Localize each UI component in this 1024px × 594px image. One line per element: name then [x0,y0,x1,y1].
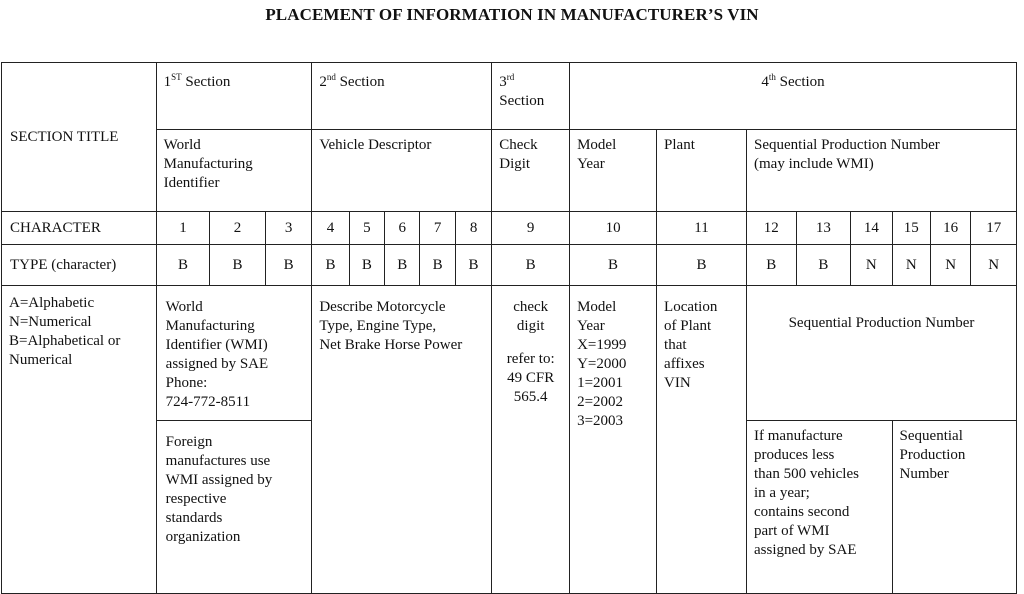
foreign-wmi-line: Foreign [165,434,213,450]
character-cell: 10 [570,212,657,245]
type-cell: B [570,245,657,286]
check-digit-subheader [492,130,570,212]
vd-description-line: Net Brake Horse Power [319,337,463,353]
section-2-header [312,63,492,130]
legend-line: N=Numerical [9,314,92,330]
type-cell: B [420,245,455,286]
vd-description-line: Describe Motorcycle [319,299,446,315]
character-cell: 11 [657,212,747,245]
small-manufacturer-line: than 500 vehicles [754,466,859,482]
foreign-wmi-line: manufactures use [165,453,271,469]
small-manufacturer-line: part of WMI [754,523,830,539]
wmi-description-line: Phone: [165,375,208,391]
wmi-description-line: Identifier (WMI) [165,337,268,353]
check-digit-description [492,286,570,594]
section-2-suffix: nd [326,72,336,82]
type-cell: B [492,245,570,286]
section-1-suffix: ST [171,72,182,82]
character-header: CHARACTER [2,212,157,245]
section-4-suffix: th [768,72,776,82]
section-2-number: 2 [319,74,327,90]
wmi-subheader-line: Manufacturing [163,156,253,172]
section-title-row [2,63,1017,130]
section-3-word: Section [499,93,545,109]
section-3-number: 3 [499,74,507,90]
section-3-suffix: rd [506,72,515,82]
wmi-description-line: assigned by SAE [165,356,269,372]
small-manufacturer-line: contains second [754,504,850,520]
type-cell: B [312,245,349,286]
character-cell: 6 [385,212,420,245]
vin-placement-table [1,62,1017,594]
check-reference-line: 49 CFR [507,370,555,386]
sequential-production-number-description [892,421,1016,594]
model-year-code: 2=2002 [577,394,624,410]
check-digit-subheader-line: Digit [499,156,531,172]
model-year-subheader [570,130,657,212]
model-year-line: Model [577,299,617,315]
character-cell: 2 [210,212,266,245]
description-row-upper [2,286,1017,421]
type-cell: B [747,245,797,286]
plant-description-line: Location [664,299,718,315]
type-cell: B [210,245,266,286]
type-cell: B [156,245,210,286]
type-cell: N [851,245,892,286]
plant-description-line: of Plant [664,318,712,334]
type-cell: N [971,245,1017,286]
type-cell: N [892,245,930,286]
model-year-code: 1=2001 [577,375,624,391]
sequential-number-line: Sequential [899,428,963,444]
wmi-description [156,286,312,421]
type-header: TYPE (character) [2,245,157,286]
legend-line: Numerical [9,352,73,368]
type-cell: B [455,245,491,286]
character-cell: 14 [851,212,892,245]
small-manufacturer-line: If manufacture [754,428,843,444]
vehicle-descriptor-subheader: Vehicle Descriptor [312,130,492,212]
sequential-number-line: Number [899,466,949,482]
wmi-description-line: 724-772-8511 [165,394,251,410]
section-1-header [156,63,312,130]
check-reference-line: refer to: [506,351,555,367]
plant-description-line: affixes [664,356,705,372]
plant-description-line: that [664,337,687,353]
wmi-subheader-line: World [163,137,201,153]
type-cell: N [930,245,970,286]
section-4-header [570,63,1017,130]
section-1-word: Section [181,74,231,90]
model-year-line: Year [577,318,605,334]
section-4-word: Section [775,74,825,90]
type-legend [2,286,157,594]
sequential-subheader-line: Sequential Production Number [754,137,940,153]
type-cell: B [796,245,851,286]
character-row [2,212,1017,245]
small-manufacturer-line: assigned by SAE [754,542,857,558]
model-year-code: 3=2003 [577,413,624,429]
character-cell: 7 [420,212,455,245]
type-cell: B [265,245,312,286]
type-cell: B [385,245,420,286]
wmi-subheader-line: Identifier [163,175,220,191]
check-description-line: check [513,299,549,315]
model-year-code: Y=2000 [577,356,627,372]
character-cell: 8 [455,212,491,245]
legend-line: B=Alphabetical or [9,333,121,349]
character-cell: 5 [349,212,384,245]
small-manufacturer-line: in a year; [754,485,810,501]
sequential-subheader-line: (may include WMI) [754,156,874,172]
character-cell: 13 [796,212,851,245]
section-3-header [492,63,570,130]
plant-description-line: VIN [664,375,691,391]
check-reference-line: 565.4 [513,389,548,405]
sequential-number-line: Production [899,447,966,463]
section-2-word: Section [335,74,385,90]
character-cell: 1 [156,212,210,245]
model-year-description [570,286,657,594]
character-cell: 16 [930,212,970,245]
foreign-wmi-line: standards [165,510,223,526]
small-manufacturer-line: produces less [754,447,835,463]
character-cell: 9 [492,212,570,245]
section-title-header: SECTION TITLE [2,63,157,212]
sequential-production-description: Sequential Production Number [747,286,1017,421]
model-year-code: X=1999 [577,337,627,353]
character-cell: 3 [265,212,312,245]
model-year-subheader-line: Year [577,156,605,172]
foreign-wmi-line: respective [165,491,227,507]
vd-description-line: Type, Engine Type, [319,318,437,334]
foreign-wmi-line: WMI assigned by [165,472,273,488]
vehicle-descriptor-description [312,286,492,594]
section-4-number: 4 [761,74,769,90]
document-title: PLACEMENT OF INFORMATION IN MANUFACTURER’S VIN [265,5,759,24]
wmi-description-line: World [165,299,203,315]
plant-subheader: Plant [657,130,747,212]
foreign-wmi-description [156,421,312,594]
legend-line: A=Alphabetic [9,295,95,311]
character-cell: 17 [971,212,1017,245]
type-cell: B [349,245,384,286]
character-cell: 15 [892,212,930,245]
foreign-wmi-line: organization [165,529,241,545]
wmi-subheader [156,130,312,212]
sequential-production-subheader [747,130,1017,212]
spacer [499,336,562,350]
character-cell: 4 [312,212,349,245]
small-manufacturer-description [747,421,893,594]
model-year-subheader-line: Model [577,137,617,153]
type-cell: B [657,245,747,286]
wmi-description-line: Manufacturing [165,318,255,334]
check-description-line: digit [516,318,545,334]
type-row [2,245,1017,286]
section-1-number: 1 [163,74,172,90]
character-cell: 12 [747,212,797,245]
plant-description [657,286,747,594]
check-digit-subheader-line: Check [499,137,538,153]
